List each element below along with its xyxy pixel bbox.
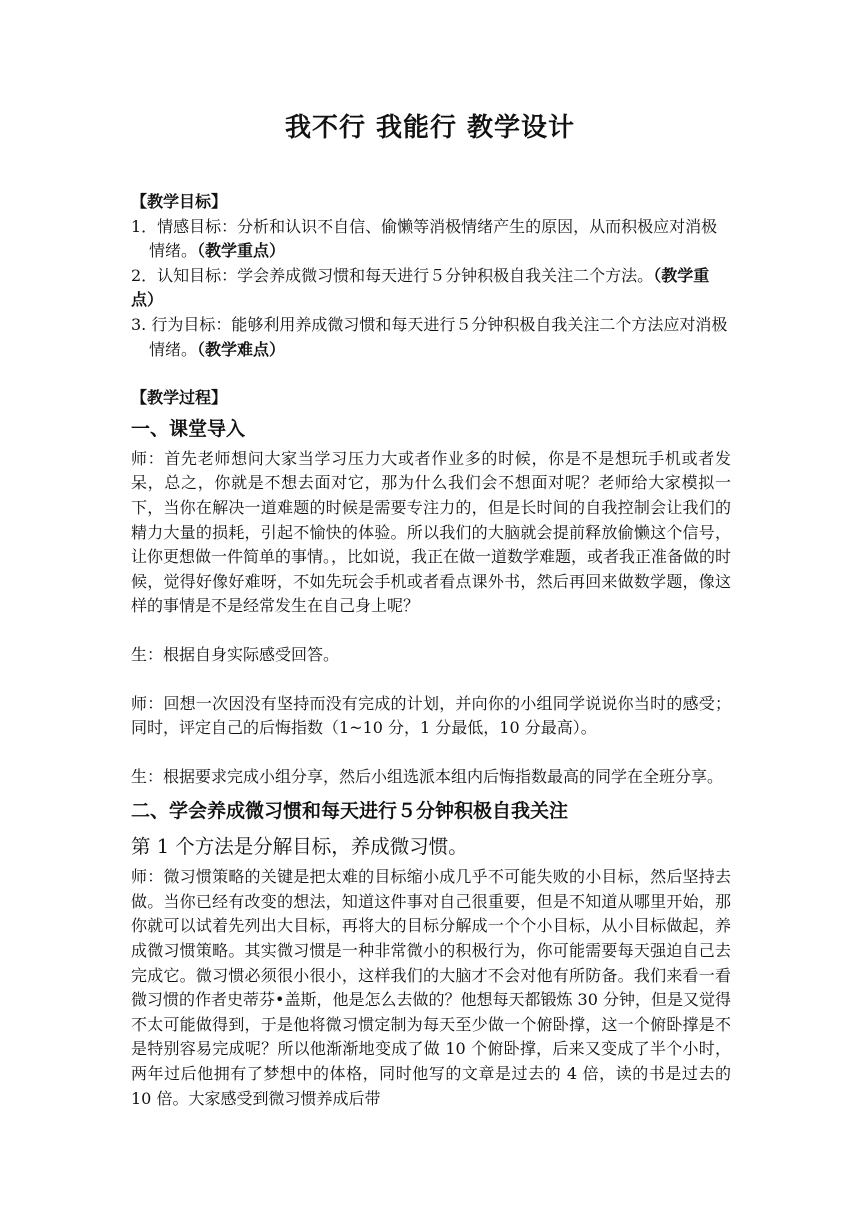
objective-emphasis: （教学难点） [197, 339, 286, 359]
method-heading: 第 1 个方法是分解目标，养成微习惯。 [131, 835, 468, 859]
objective-emphasis: （教学重点） [131, 265, 710, 310]
spacer [131, 741, 731, 765]
paragraph: 师：首先老师想问大家当学习压力大或者作业多的时候，你是不是想玩手机或者发呆，总之，你就是不想去面对它，那为什么我们会不想面对呢？老师给大家模拟一下，当你在解决一道难题的时候是需要专注力的，但是长时间的自我控制会让我们的精力大量的损耗，引起不愉快的体验。所以我们的大脑就会提前释放偷懒这个信号，让你更想做一件简单的事情。，比如说，我正在做一道数学难题，或者我正准备做的时候，觉得好像好难呀，不如先玩会手机或者看点课外书，然后再回来做数学题，像这样的事情是不是经常发生在自己身上呢？ [131, 448, 732, 616]
objective-text: 2．认知目标：学会养成微习惯和每天进行５分钟积极自我关注二个方法。 [131, 265, 654, 285]
section-heading-methods: 二、学会养成微习惯和每天进行５分钟积极自我关注 [131, 800, 569, 823]
spacer [131, 362, 731, 386]
objective-item-3 [131, 313, 731, 362]
document-body [131, 190, 731, 1111]
process-label: 【教学过程】 [131, 388, 228, 408]
objective-item-1 [131, 215, 731, 264]
objective-emphasis: （教学重点） [197, 241, 286, 261]
objectives-label: 【教学目标】 [131, 192, 228, 211]
document-title: 我不行 我能行 教学设计 [284, 113, 576, 143]
spacer [131, 619, 731, 643]
paragraph: 生：根据自身实际感受回答。 [131, 644, 340, 664]
objective-item-2 [131, 264, 731, 313]
objective-text: 3. 行为目标：能够利用养成微习惯和每天进行５分钟积极自我关注二个方法应对消极情绪。 [131, 314, 728, 359]
paragraph: 师：回想一次因没有坚持而没有完成的计划，并向你的小组同学说说你当时的感受；同时，评定自己的后悔指数（1~10 分，1 分最低，10 分最高）。 [131, 693, 731, 738]
paragraph: 师：微习惯策略的关键是把太难的目标缩小成几乎不可能失败的小目标，然后坚持去做。当你已经有改变的想法，知道这件事对自己很重要，但是不知道从哪里开始，那你就可以试着先列出大目标，再将大的目标分解成一个个小目标，从小目标做起，养成微习惯策略。其实微习惯是一种非常微小的积极行为，你可能需要每天强迫自己去完成它。微习惯必须很小很小，这样我们的大脑才不会对他有所防备。我们来看一看微习惯的作者史蒂芬•盖斯，他是怎么去做的？他想每天都锻炼 30 分钟，但是又觉得不太可能做得到，于是他将微习惯定制为每天至少做一个俯卧撑，这一个俯卧撑是不是特别容易完成呢？所以他渐渐地变成了做 10 个俯卧撑，后来又变成了半个小时，两年过后他拥有了梦想中的体格，同时他写的文章是过去的 4 倍，读的书是过去的 10 倍。大家感受到微习惯养成后带 [131, 867, 731, 1108]
spacer [131, 668, 731, 692]
objective-text: 1．情感目标：分析和认识不自信、偷懒等消极情绪产生的原因，从而积极应对消极情绪。 [131, 216, 718, 261]
section-heading-intro: 一、课堂导入 [131, 417, 246, 440]
paragraph: 生：根据要求完成小组分享，然后小组选派本组内后悔指数最高的同学在全班分享。 [131, 766, 724, 786]
